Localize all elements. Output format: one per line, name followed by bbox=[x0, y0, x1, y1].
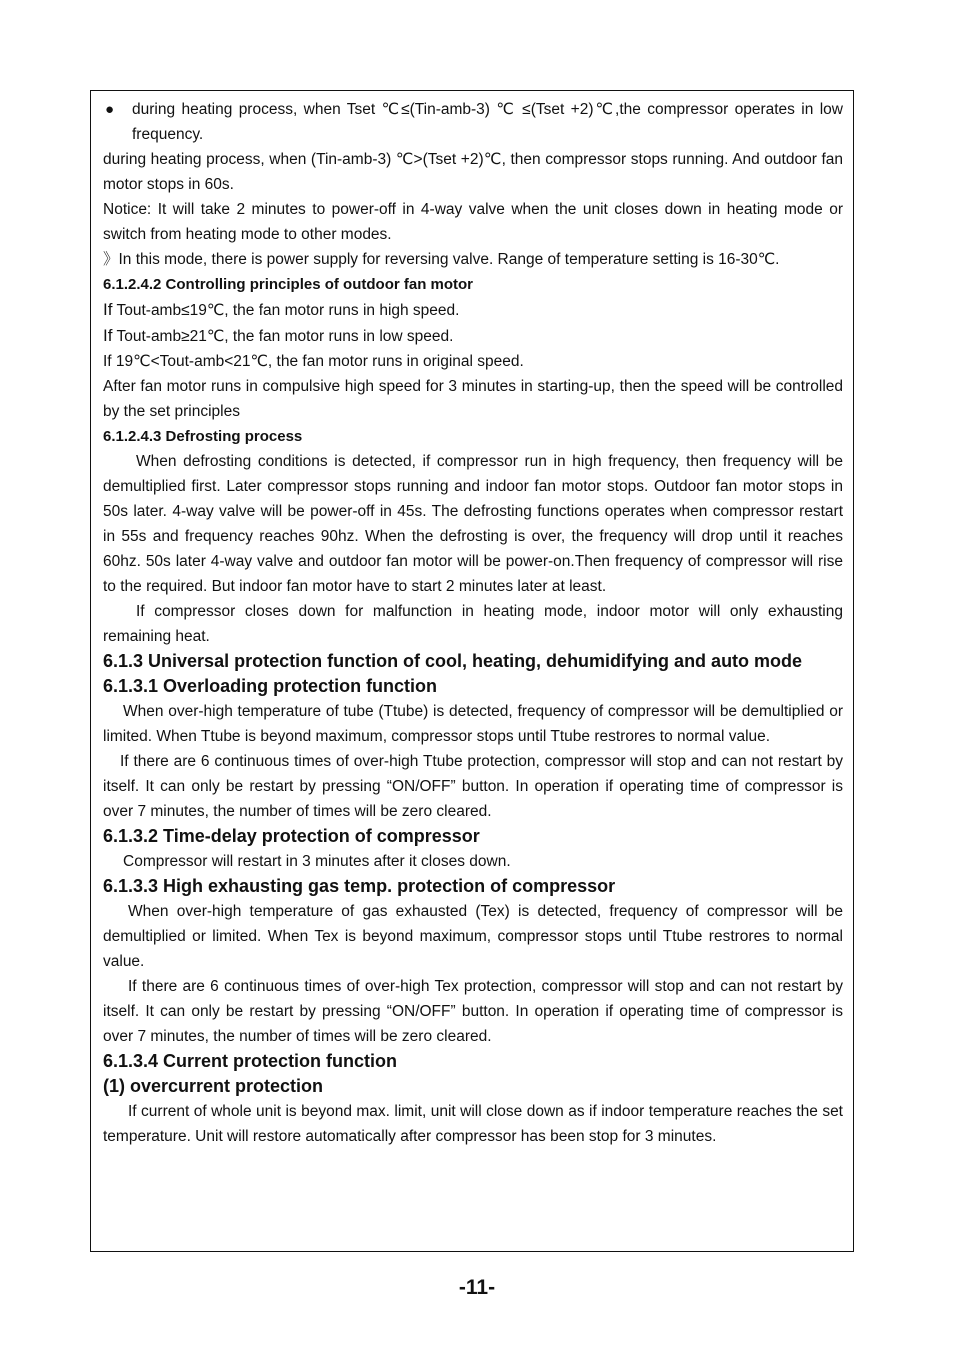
heading-6-1-3-4: 6.1.3.4 Current protection function bbox=[103, 1051, 398, 1071]
heading-overcurrent: (1) overcurrent protection bbox=[103, 1076, 324, 1096]
heating-stop-text: during heating process, when (Tin-amb-3) ℃>(Tset +2)℃, then compressor stops running. And outdoor fan motor stops in 60s. bbox=[103, 151, 843, 193]
page-number: -11- bbox=[458, 1276, 496, 1299]
fan-rule-high-text: Tout-amb≤19℃, the fan motor runs in high speed. bbox=[112, 302, 460, 319]
fan-rule-low bbox=[103, 323, 843, 349]
defrost-paragraph-2: If compressor closes down for malfunction in heating mode, indoor motor will only exhausting remaining heat. bbox=[103, 603, 843, 645]
defrost-paragraph-1: When defrosting conditions is detected, if compressor run in high frequency, then frequency will be demultiplied first. Later compressor stops running and indoor fan motor stops. Outdoor fan motor stops in 50s later. 4-way valve will be power-off in 45s. The defrosting functions operates when compressor restart in 55s and frequency reaches 90hz. When the defrosting is over, the frequency will drop until it reaches 60hz. 50s later 4-way valve and outdoor fan motor will be power-on.Then frequency of compressor will rise to the required. But indoor fan motor have to start 2 minutes later at least. bbox=[103, 453, 843, 595]
overload-paragraph-1: When over-high temperature of tube (Ttube) is detected, frequency of compressor will be demultiplied or limited. When Ttube is beyond maximum, compressor stops until Ttube restrores to normal value. bbox=[103, 703, 843, 745]
heading-6-1-3-1: 6.1.3.1 Overloading protection function bbox=[103, 676, 438, 696]
document-body bbox=[103, 97, 843, 1149]
fan-rule-original: If 19℃<Tout-amb<21℃, the fan motor runs in original speed. bbox=[103, 353, 524, 370]
heading-6-1-3-2: 6.1.3.2 Time-delay protection of compressor bbox=[103, 826, 480, 846]
heading-6-1-2-4-2: 6.1.2.4.2 Controlling principles of outdoor fan motor bbox=[103, 276, 474, 293]
bullet-icon: ● bbox=[105, 101, 115, 118]
if-word: If bbox=[103, 326, 113, 345]
fan-startup-text: After fan motor runs in compulsive high speed for 3 minutes in starting-up, then the speed will be controlled by the set principles bbox=[103, 378, 843, 420]
overcurrent-paragraph: If current of whole unit is beyond max. limit, unit will close down as if indoor temperature reaches the set temperature. Unit will restore automatically after compressor has been stop for 3 minutes. bbox=[103, 1103, 843, 1145]
notice-text: Notice: It will take 2 minutes to power-off in 4-way valve when the unit closes down in heating mode or switch from heating mode to other modes. bbox=[103, 201, 843, 243]
fan-rule-low-text: Tout-amb≥21℃, the fan motor runs in low speed. bbox=[112, 328, 454, 345]
heading-6-1-2-4-3: 6.1.2.4.3 Defrosting process bbox=[103, 428, 303, 445]
overload-paragraph-2: If there are 6 continuous times of over-high Ttube protection, compressor will stop and can not restart by itself. It can only be restart by pressing “ON/OFF” button. In operation if operating time of compressor is over 7 minutes, the number of times will be zero cleared. bbox=[103, 753, 843, 820]
bullet-paragraph bbox=[103, 97, 843, 147]
reversing-valve-text: 》In this mode, there is power supply for reversing valve. Range of temperature setting is 16-30℃. bbox=[103, 251, 780, 268]
exhaust-paragraph-2: If there are 6 continuous times of over-high Tex protection, compressor will stop and can not restart by itself. It can only be restart by pressing “ON/OFF” button. In operation if operating time of compressor is over 7 minutes, the number of times will be zero cleared. bbox=[103, 978, 843, 1045]
heading-6-1-3: 6.1.3 Universal protection function of cool, heating, dehumidifying and auto mode bbox=[103, 651, 803, 671]
delay-paragraph: Compressor will restart in 3 minutes after it closes down. bbox=[123, 853, 511, 870]
heading-6-1-3-3: 6.1.3.3 High exhausting gas temp. protection of compressor bbox=[103, 876, 616, 896]
heating-low-frequency-text: during heating process, when Tset ℃≤(Tin-amb-3) ℃ ≤(Tset +2)℃,the compressor operates in low frequency. bbox=[132, 101, 843, 143]
if-word: If bbox=[103, 300, 113, 319]
exhaust-paragraph-1: When over-high temperature of gas exhausted (Tex) is detected, frequency of compressor will be demultiplied or limited. When Tex is beyond maximum, compressor stops until Ttube restrores to normal value. bbox=[103, 903, 843, 970]
fan-rule-high bbox=[103, 297, 843, 323]
